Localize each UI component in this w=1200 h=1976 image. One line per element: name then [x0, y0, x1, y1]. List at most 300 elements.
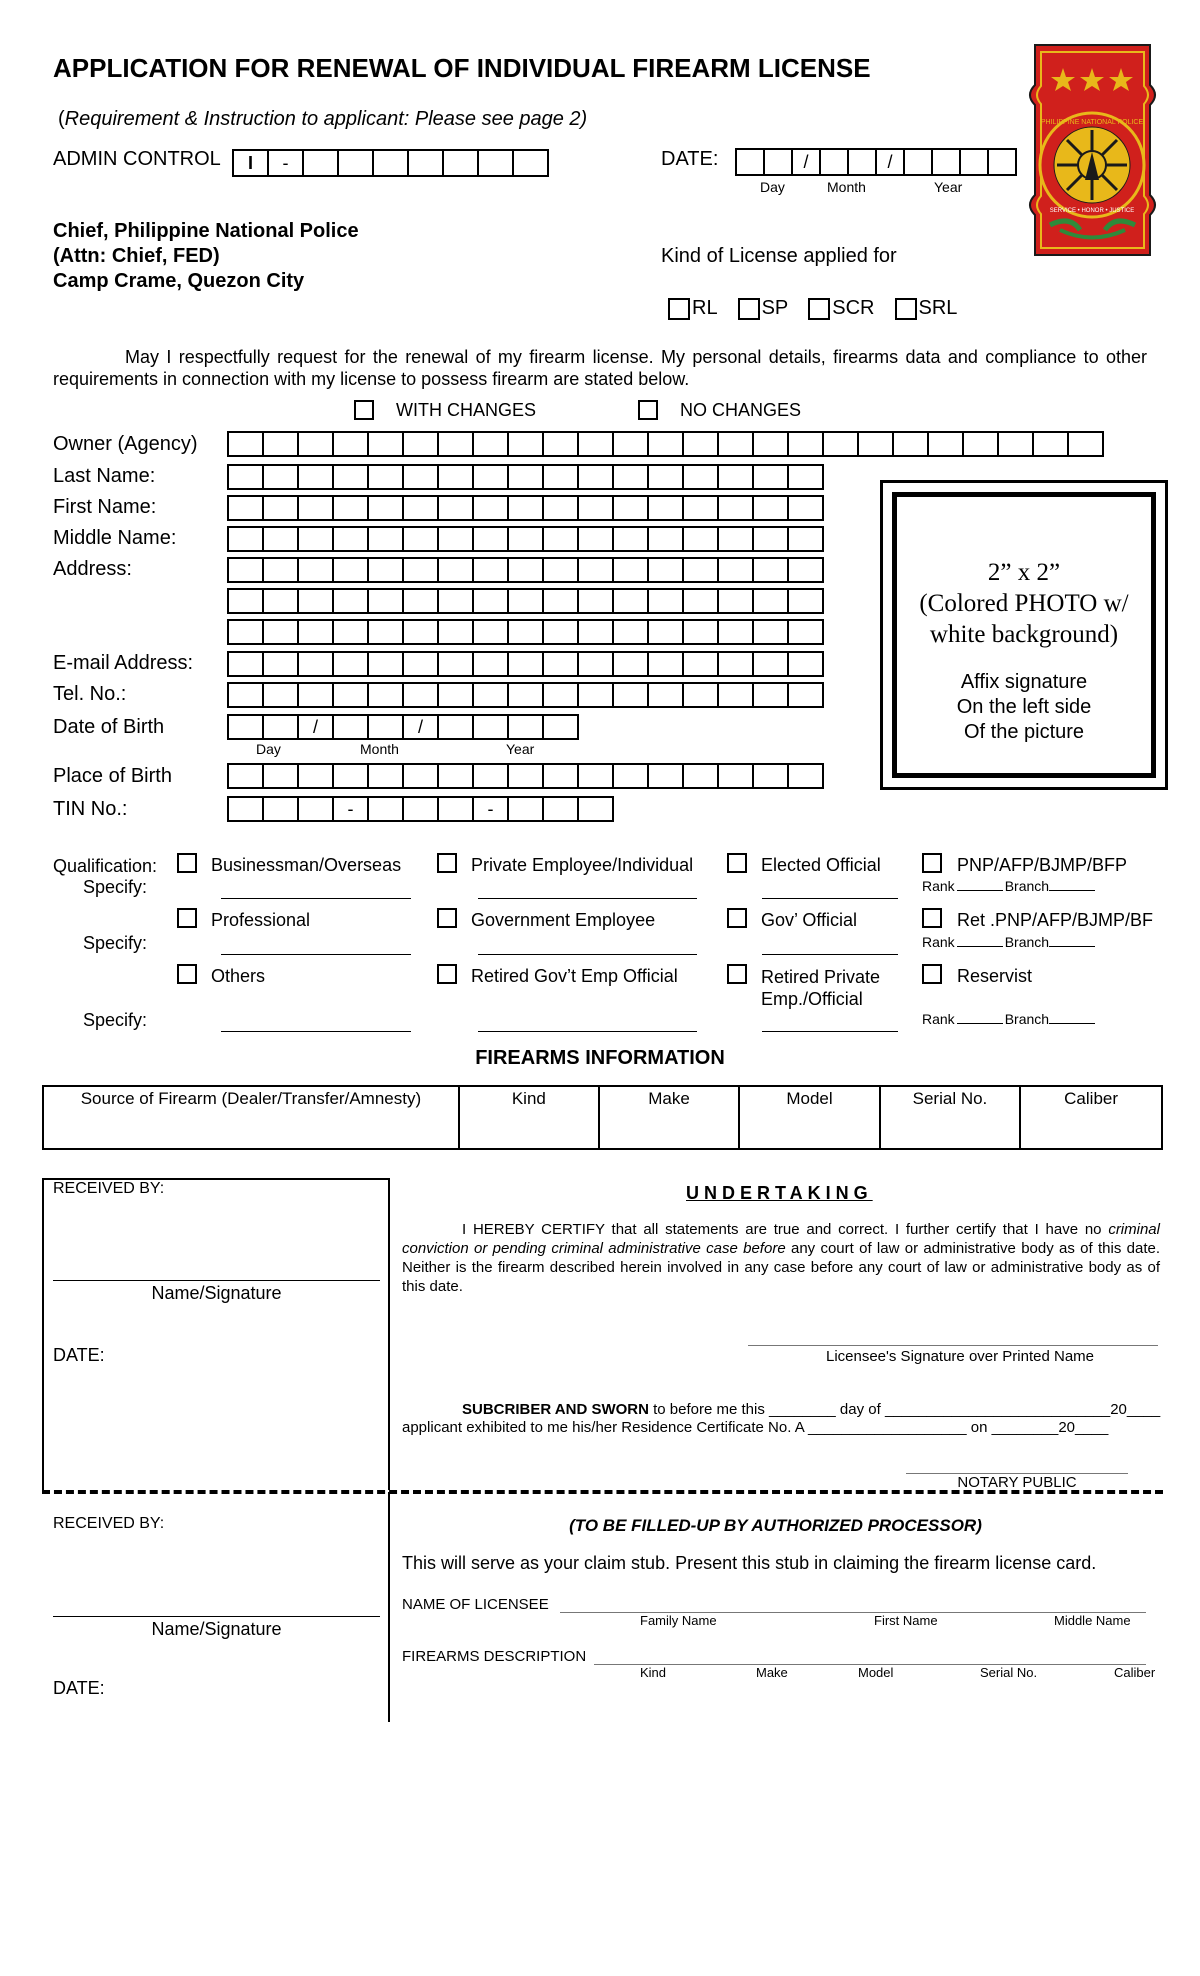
char-cell[interactable]: [262, 651, 299, 677]
char-cell[interactable]: [297, 495, 334, 521]
char-cell[interactable]: [577, 763, 614, 789]
specify-line[interactable]: [762, 1031, 898, 1032]
seal-text-top: PHILIPPINE NATIONAL POLICE: [1040, 119, 1144, 126]
char-cell[interactable]: [437, 431, 474, 457]
qual-ret-pnp-afp-label: Ret .PNP/AFP/BJMP/BF: [957, 910, 1154, 930]
char-cell[interactable]: [647, 682, 684, 708]
char-cell[interactable]: [717, 588, 754, 614]
char-cell[interactable]: [612, 495, 649, 521]
char-cell[interactable]: [682, 431, 719, 457]
char-cell[interactable]: [682, 619, 719, 645]
char-cell[interactable]: [262, 526, 299, 552]
char-cell[interactable]: [612, 682, 649, 708]
date-year-caption: Year: [934, 179, 963, 195]
first-name-label: First Name:: [53, 496, 157, 518]
tel-field[interactable]: [227, 682, 822, 708]
table-header-cell[interactable]: Make: [599, 1086, 739, 1149]
char-cell[interactable]: [647, 651, 684, 677]
char-cell[interactable]: [507, 495, 544, 521]
char-cell[interactable]: [437, 763, 474, 789]
seal-text-bottom: SERVICE • HONOR • JUSTICE: [1049, 208, 1135, 214]
char-cell[interactable]: [507, 526, 544, 552]
char-cell[interactable]: [367, 464, 404, 490]
char-cell[interactable]: [542, 431, 579, 457]
last-name-field[interactable]: [227, 464, 822, 490]
char-cell[interactable]: [857, 431, 894, 457]
char-cell[interactable]: [332, 431, 369, 457]
char-cell[interactable]: [227, 763, 264, 789]
address-field-line1[interactable]: [227, 557, 822, 583]
rank-branch-row-2: Rank Branch: [922, 934, 1095, 950]
char-cell[interactable]: [332, 651, 369, 677]
table-header-cell[interactable]: Serial No.: [880, 1086, 1020, 1149]
middle-name-label: Middle Name:: [53, 527, 177, 549]
char-cell[interactable]: [437, 495, 474, 521]
char-cell[interactable]: [647, 588, 684, 614]
char-cell[interactable]: [647, 763, 684, 789]
admin-control-label: ADMIN CONTROL: [53, 148, 221, 170]
owner-agency-label: Owner (Agency): [53, 433, 198, 455]
char-cell[interactable]: [682, 464, 719, 490]
char-cell[interactable]: [227, 651, 264, 677]
char-cell[interactable]: [507, 557, 544, 583]
no-changes-label: NO CHANGES: [680, 400, 802, 420]
pnp-seal-logo: [1025, 40, 1160, 260]
family-name-caption: Family Name: [640, 1613, 717, 1628]
char-cell[interactable]: [402, 763, 439, 789]
char-cell[interactable]: [752, 588, 789, 614]
char-cell[interactable]: [717, 763, 754, 789]
char-cell[interactable]: [227, 682, 264, 708]
char-cell[interactable]: [612, 464, 649, 490]
char-cell[interactable]: [332, 464, 369, 490]
char-cell[interactable]: [682, 526, 719, 552]
char-cell[interactable]: [297, 682, 334, 708]
char-cell[interactable]: [787, 588, 824, 614]
qual-others-checkbox[interactable]: [177, 964, 197, 984]
char-cell[interactable]: [472, 651, 509, 677]
address-field-line3[interactable]: [227, 619, 822, 645]
addressee-block: Chief, Philippine National Police (Attn: Chief, FED) Camp Crame, Quezon City: [53, 220, 359, 292]
char-cell[interactable]: [647, 495, 684, 521]
char-cell[interactable]: [752, 464, 789, 490]
specify-label-2: Specify:: [83, 933, 148, 953]
make-caption: Make: [756, 1665, 788, 1680]
char-cell[interactable]: [682, 495, 719, 521]
qual-businessman-checkbox[interactable]: [177, 853, 197, 873]
middle-name-field[interactable]: [227, 526, 822, 552]
table-row: [43, 1086, 1162, 1149]
char-cell[interactable]: [472, 557, 509, 583]
char-cell[interactable]: [612, 651, 649, 677]
char-cell[interactable]: [612, 526, 649, 552]
char-cell[interactable]: [297, 588, 334, 614]
char-cell[interactable]: [297, 557, 334, 583]
char-cell[interactable]: [787, 763, 824, 789]
char-cell[interactable]: [227, 464, 264, 490]
char-cell[interactable]: [717, 495, 754, 521]
char-cell[interactable]: [262, 763, 299, 789]
char-cell[interactable]: [647, 619, 684, 645]
date-month-caption: Month: [827, 179, 866, 195]
char-cell[interactable]: [297, 763, 334, 789]
char-cell[interactable]: [332, 682, 369, 708]
qual-professional-label: Professional: [211, 910, 311, 930]
char-cell[interactable]: [297, 619, 334, 645]
char-cell[interactable]: [507, 464, 544, 490]
char-cell[interactable]: [542, 495, 579, 521]
serial-no-caption: Serial No.: [980, 1665, 1038, 1680]
address-field-line2[interactable]: [227, 588, 822, 614]
char-cell[interactable]: [507, 651, 544, 677]
char-cell[interactable]: [717, 557, 754, 583]
char-cell[interactable]: [367, 495, 404, 521]
char-cell[interactable]: [262, 464, 299, 490]
qual-government-employee-label: Government Employee: [471, 910, 656, 930]
char-cell[interactable]: [612, 557, 649, 583]
qual-elected-official-checkbox[interactable]: [727, 853, 747, 873]
table-header-cell[interactable]: Source of Firearm (Dealer/Transfer/Amnesty): [43, 1086, 459, 1149]
char-cell[interactable]: [507, 431, 544, 457]
char-cell[interactable]: [612, 763, 649, 789]
with-changes-label: WITH CHANGES: [396, 400, 537, 420]
char-cell[interactable]: [682, 557, 719, 583]
char-cell[interactable]: [262, 619, 299, 645]
char-cell[interactable]: [472, 431, 509, 457]
char-cell[interactable]: [752, 526, 789, 552]
middle-name-caption: Middle Name: [1054, 1613, 1131, 1628]
qual-reservist-checkbox[interactable]: [922, 964, 942, 984]
pob-field[interactable]: [227, 763, 822, 789]
char-cell[interactable]: [472, 495, 509, 521]
char-cell[interactable]: [437, 651, 474, 677]
dob-month-caption: Month: [360, 741, 399, 757]
char-cell[interactable]: [577, 557, 614, 583]
qual-retired-private-label: Retired Private Emp./Official: [761, 967, 881, 1009]
model-caption: Model: [858, 1665, 894, 1680]
email-label: E-mail Address:: [53, 652, 194, 674]
owner-agency-field[interactable]: [227, 431, 1102, 457]
stub-name-signature-caption: Name/Signature: [151, 1619, 282, 1639]
char-cell[interactable]: [787, 682, 824, 708]
char-cell[interactable]: [367, 557, 404, 583]
signature-line[interactable]: [53, 1280, 380, 1281]
char-cell[interactable]: [402, 619, 439, 645]
qual-retired-private-checkbox[interactable]: [727, 964, 747, 984]
instruction-note: (Requirement & Instruction to applicant: Please see page 2): [58, 108, 588, 130]
qual-gov-official-label: Gov’ Official: [761, 910, 858, 930]
char-cell[interactable]: [472, 619, 509, 645]
char-cell[interactable]: [402, 431, 439, 457]
char-cell[interactable]: [752, 682, 789, 708]
char-cell[interactable]: [822, 431, 859, 457]
qual-government-employee-checkbox[interactable]: [437, 908, 457, 928]
table-header-cell[interactable]: Model: [739, 1086, 880, 1149]
char-cell[interactable]: [472, 588, 509, 614]
char-cell[interactable]: [437, 588, 474, 614]
char-cell[interactable]: [297, 464, 334, 490]
char-cell[interactable]: [612, 588, 649, 614]
char-cell[interactable]: [787, 651, 824, 677]
char-cell[interactable]: [612, 619, 649, 645]
dob-label: Date of Birth: [53, 716, 165, 738]
char-cell[interactable]: [367, 588, 404, 614]
stub-signature-line[interactable]: [53, 1616, 380, 1617]
char-cell[interactable]: [682, 588, 719, 614]
table-header-cell[interactable]: Caliber: [1020, 1086, 1162, 1149]
license-kind-label: Kind of License applied for: [661, 245, 897, 267]
char-cell[interactable]: [332, 763, 369, 789]
qual-retired-gov-label: Retired Gov’t Emp Official: [471, 966, 678, 986]
char-cell[interactable]: [367, 763, 404, 789]
char-cell[interactable]: [1032, 431, 1069, 457]
cut-line: [42, 1490, 1163, 1494]
char-cell[interactable]: [332, 557, 369, 583]
specify-line[interactable]: [762, 898, 898, 899]
qual-pnp-afp-label: PNP/AFP/BJMP/BFP: [957, 855, 1128, 875]
admin-control-field[interactable]: I -: [232, 149, 547, 177]
specify-line[interactable]: [478, 954, 697, 955]
stub-date-label: DATE:: [53, 1678, 105, 1698]
char-cell[interactable]: [227, 526, 264, 552]
last-name-label: Last Name:: [53, 465, 156, 487]
char-cell[interactable]: [472, 682, 509, 708]
char-cell[interactable]: [577, 495, 614, 521]
char-cell[interactable]: [332, 619, 369, 645]
char-cell[interactable]: [577, 682, 614, 708]
char-cell[interactable]: [752, 619, 789, 645]
char-cell[interactable]: [542, 526, 579, 552]
qual-private-employee-label: Private Employee/Individual: [471, 855, 694, 875]
specify-line[interactable]: [478, 1031, 697, 1032]
char-cell[interactable]: [542, 588, 579, 614]
signature-instructions: Affix signature On the left side Of the picture: [956, 671, 1092, 743]
firearms-description-label: FIREARMS DESCRIPTION: [402, 1648, 587, 1665]
qual-private-employee-checkbox[interactable]: [437, 853, 457, 873]
char-cell[interactable]: [647, 431, 684, 457]
date-field[interactable]: / /: [735, 148, 1015, 176]
char-cell[interactable]: [752, 495, 789, 521]
dob-year-caption: Year: [506, 741, 535, 757]
stub-received-by-label: RECEIVED BY:: [53, 1515, 165, 1532]
char-cell[interactable]: [227, 431, 264, 457]
char-cell[interactable]: [542, 763, 579, 789]
qual-ret-pnp-afp-checkbox[interactable]: [922, 908, 942, 928]
char-cell[interactable]: [787, 431, 824, 457]
char-cell[interactable]: [402, 651, 439, 677]
specify-line[interactable]: [221, 898, 411, 899]
char-cell[interactable]: [297, 651, 334, 677]
undertaking-title: UNDERTAKING: [686, 1183, 873, 1203]
char-cell[interactable]: [367, 526, 404, 552]
char-cell[interactable]: [332, 495, 369, 521]
tin-field[interactable]: - -: [227, 796, 612, 822]
request-paragraph: May I respectfully request for the renewal of my firearm license. My personal details, firearms data and compliance to other requirements in connection with my license to possess firearm are stated below.: [53, 347, 1147, 389]
char-cell[interactable]: [717, 431, 754, 457]
qual-gov-official-checkbox[interactable]: [727, 908, 747, 928]
date-day-caption: Day: [760, 179, 785, 195]
char-cell[interactable]: [542, 619, 579, 645]
char-cell[interactable]: [437, 682, 474, 708]
qual-professional-checkbox[interactable]: [177, 908, 197, 928]
qualification-label: Qualification:: [53, 856, 158, 876]
char-cell[interactable]: [402, 526, 439, 552]
char-cell[interactable]: [332, 526, 369, 552]
char-cell[interactable]: [332, 588, 369, 614]
char-cell[interactable]: [577, 526, 614, 552]
char-cell[interactable]: [262, 557, 299, 583]
char-cell[interactable]: [717, 619, 754, 645]
char-cell[interactable]: [752, 763, 789, 789]
tel-label: Tel. No.:: [53, 683, 127, 705]
char-cell[interactable]: [402, 495, 439, 521]
char-cell[interactable]: [927, 431, 964, 457]
specify-line[interactable]: [221, 954, 411, 955]
address-label: Address:: [53, 558, 132, 580]
received-date-label: DATE:: [53, 1345, 105, 1365]
rank-branch-row-1: Rank Branch: [922, 878, 1095, 894]
char-cell[interactable]: [367, 431, 404, 457]
char-cell[interactable]: [577, 619, 614, 645]
char-cell[interactable]: [227, 619, 264, 645]
char-cell[interactable]: [542, 682, 579, 708]
char-cell[interactable]: [577, 651, 614, 677]
char-cell[interactable]: [612, 431, 649, 457]
sworn-statement: SUBCRIBER AND SWORN to before me this ________ day of ___________________________20____ applicant exhibited to me his/her Residence Certificate No. A ___________________ on ________20____: [402, 1401, 1161, 1436]
char-cell[interactable]: [507, 682, 544, 708]
claim-stub-text: This will serve as your claim stub. Present this stub in claiming the firearm license card.: [402, 1553, 1097, 1573]
char-cell[interactable]: [262, 431, 299, 457]
char-cell[interactable]: [367, 682, 404, 708]
char-cell[interactable]: [297, 526, 334, 552]
char-cell[interactable]: [577, 588, 614, 614]
page-title: APPLICATION FOR RENEWAL OF INDIVIDUAL FIREARM LICENSE: [53, 53, 871, 83]
first-name-field[interactable]: [227, 495, 822, 521]
photo-box-inner: [892, 492, 1156, 778]
tin-label: TIN No.:: [53, 798, 128, 820]
char-cell[interactable]: [787, 557, 824, 583]
qual-retired-gov-checkbox[interactable]: [437, 964, 457, 984]
char-cell[interactable]: [262, 588, 299, 614]
processor-title: (TO BE FILLED-UP BY AUTHORIZED PROCESSOR): [569, 1516, 982, 1535]
char-cell[interactable]: [1067, 431, 1104, 457]
char-cell[interactable]: [437, 557, 474, 583]
specify-line[interactable]: [478, 898, 697, 899]
char-cell[interactable]: [262, 495, 299, 521]
char-cell[interactable]: [227, 557, 264, 583]
first-name-caption: First Name: [874, 1613, 938, 1628]
char-cell[interactable]: [752, 431, 789, 457]
char-cell[interactable]: [227, 495, 264, 521]
char-cell[interactable]: [682, 682, 719, 708]
char-cell[interactable]: [752, 651, 789, 677]
qual-elected-official-label: Elected Official: [761, 855, 881, 875]
char-cell[interactable]: [717, 651, 754, 677]
table-header-cell[interactable]: Kind: [459, 1086, 599, 1149]
char-cell[interactable]: [682, 763, 719, 789]
char-cell[interactable]: [717, 464, 754, 490]
notary-public-caption: NOTARY PUBLIC: [957, 1474, 1077, 1491]
char-cell[interactable]: [367, 619, 404, 645]
char-cell[interactable]: [717, 682, 754, 708]
with-changes-checkbox[interactable]: [354, 400, 374, 420]
char-cell[interactable]: [682, 651, 719, 677]
char-cell[interactable]: [507, 619, 544, 645]
license-option-rl[interactable]: RL: [668, 297, 718, 320]
char-cell[interactable]: [437, 619, 474, 645]
specify-line[interactable]: [221, 1031, 411, 1032]
char-cell[interactable]: [227, 588, 264, 614]
char-cell[interactable]: [577, 464, 614, 490]
kind-caption: Kind: [640, 1665, 667, 1680]
char-cell[interactable]: [262, 682, 299, 708]
specify-line[interactable]: [762, 954, 898, 955]
rank-branch-row-3: Rank Branch: [922, 1011, 1095, 1027]
char-cell[interactable]: [437, 464, 474, 490]
char-cell[interactable]: [787, 495, 824, 521]
char-cell[interactable]: [472, 763, 509, 789]
specify-label-1: Specify:: [83, 877, 148, 897]
char-cell[interactable]: [402, 557, 439, 583]
char-cell[interactable]: [647, 464, 684, 490]
char-cell[interactable]: [402, 588, 439, 614]
char-cell[interactable]: [577, 431, 614, 457]
qual-reservist-label: Reservist: [957, 966, 1033, 986]
char-cell[interactable]: [752, 557, 789, 583]
name-signature-caption: Name/Signature: [151, 1283, 282, 1303]
char-cell[interactable]: [297, 431, 334, 457]
char-cell[interactable]: [542, 651, 579, 677]
char-cell[interactable]: [402, 682, 439, 708]
char-cell[interactable]: [472, 526, 509, 552]
char-cell[interactable]: [997, 431, 1034, 457]
qual-pnp-afp-checkbox[interactable]: [922, 853, 942, 873]
char-cell[interactable]: [787, 464, 824, 490]
no-changes-checkbox[interactable]: [638, 400, 658, 420]
license-option-sp[interactable]: SP: [738, 297, 789, 320]
email-field[interactable]: [227, 651, 822, 677]
char-cell[interactable]: [892, 431, 929, 457]
licensee-signature-line[interactable]: [748, 1345, 1158, 1346]
qual-others-label: Others: [211, 966, 266, 986]
firearms-info-title: FIREARMS INFORMATION: [475, 1047, 725, 1069]
license-option-srl[interactable]: SRL: [895, 297, 958, 320]
received-by-label: RECEIVED BY:: [53, 1180, 165, 1197]
dob-day-caption: Day: [256, 741, 281, 757]
char-cell[interactable]: [717, 526, 754, 552]
char-cell[interactable]: [542, 557, 579, 583]
dob-field[interactable]: / /: [227, 714, 577, 740]
qual-businessman-label: Businessman/Overseas: [211, 855, 402, 875]
char-cell[interactable]: [542, 464, 579, 490]
char-cell[interactable]: [367, 651, 404, 677]
char-cell[interactable]: [507, 763, 544, 789]
char-cell[interactable]: [402, 464, 439, 490]
char-cell[interactable]: [437, 526, 474, 552]
caliber-caption: Caliber: [1114, 1665, 1156, 1680]
char-cell[interactable]: [647, 557, 684, 583]
licensee-signature-caption: Licensee's Signature over Printed Name: [825, 1348, 1094, 1365]
char-cell[interactable]: [787, 619, 824, 645]
char-cell[interactable]: [472, 464, 509, 490]
char-cell[interactable]: [647, 526, 684, 552]
char-cell[interactable]: [962, 431, 999, 457]
license-option-scr[interactable]: SCR: [808, 297, 874, 320]
char-cell[interactable]: [507, 588, 544, 614]
char-cell[interactable]: [787, 526, 824, 552]
specify-label-3: Specify:: [83, 1010, 148, 1030]
date-label: DATE:: [661, 148, 719, 170]
